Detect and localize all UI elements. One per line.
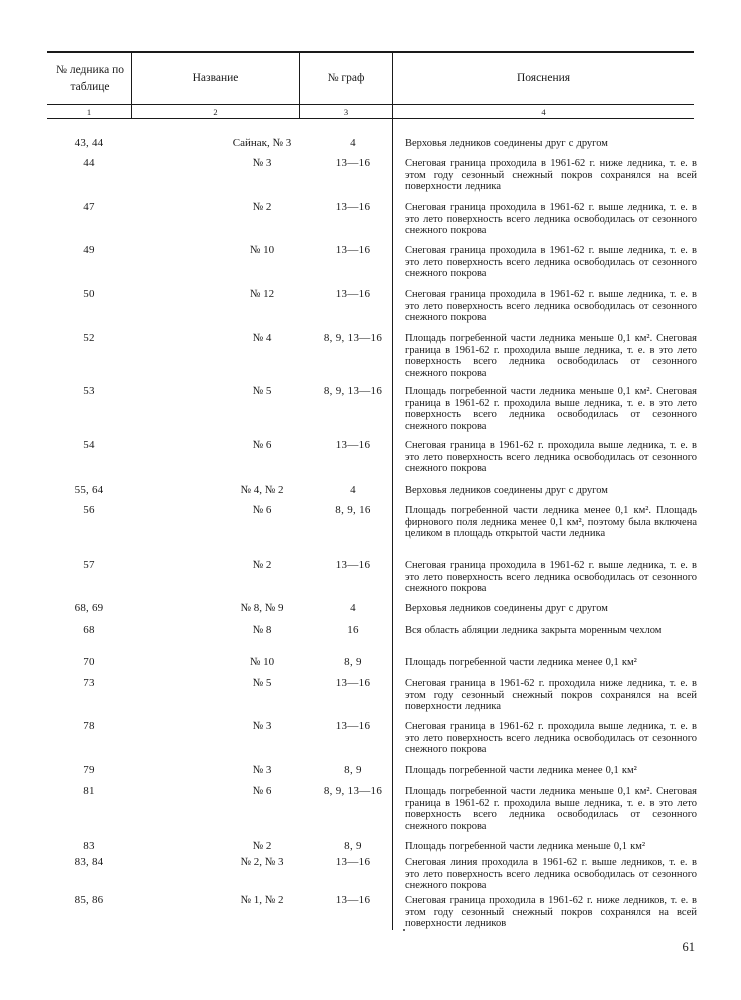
explanation-cell: Площадь погребенной части ледника меньше 0,1 км² [405,841,645,852]
explanation-cell: Верховья ледников соединены друг с другом [405,485,608,496]
glacier-number-cell: 85, 86 [74,894,104,906]
column-numbers-rule [47,118,694,119]
glacier-name-cell: Сайнак, № 3 [232,137,292,149]
graph-number-cell: 13—16 [335,720,371,732]
glacier-name-cell: № 4 [252,332,272,344]
glacier-number-cell: 83, 84 [74,856,104,868]
graph-number-cell: 13—16 [335,856,371,868]
graph-number-cell: 13—16 [335,559,371,571]
glacier-name-cell: № 6 [252,504,272,516]
glacier-name-cell: № 12 [249,288,275,300]
glacier-name-cell: № 3 [252,764,272,776]
glacier-number-cell: 83 [83,840,95,852]
explanation-cell: Площадь погребенной части ледника менее 0,1 км² [405,657,637,668]
graph-number-cell: 4 [350,137,356,149]
column-number-3: 3 [343,107,349,117]
graph-number-cell: 16 [347,624,359,636]
explanation-cell: Снеговая граница проходила в 1961-62 г. выше ледника, т. е. в это лето поверхность всего ледника освободилась от сезонного снежного покрова [405,202,697,236]
graph-number-cell: 13—16 [335,201,371,213]
glacier-number-cell: 49 [83,244,95,256]
graph-number-cell: 8, 9, 16 [335,504,371,516]
graph-number-cell: 13—16 [335,244,371,256]
glacier-name-cell: № 8 [252,624,272,636]
header-divider-rule [47,104,694,105]
graph-number-cell: 13—16 [335,439,371,451]
glacier-number-cell: 78 [83,720,95,732]
header-name: Название [192,72,239,84]
glacier-number-cell: 44 [83,157,95,169]
glacier-name-cell: № 5 [252,385,272,397]
glacier-number-cell: 68 [83,624,95,636]
explanation-cell: Снеговая линия проходила в 1961-62 г. выше ледников, т. е. в это лето поверхность всего ледника освободилась от сезонного снежного покрова [405,857,697,891]
glacier-name-cell: № 6 [252,439,272,451]
glacier-name-cell: № 6 [252,785,272,797]
glacier-number-cell: 70 [83,656,95,668]
column-number-4: 4 [541,107,546,117]
glacier-number-cell: 56 [83,504,95,516]
explanation-cell: Снеговая граница в 1961-62 г. проходила ниже ледника, т. е. в этом году сезонный снежный покров сохранялся на всей поверхности ледника [405,678,697,712]
graph-number-cell: 4 [350,484,356,496]
glacier-name-cell: № 5 [252,677,272,689]
glacier-number-cell: 43, 44 [74,137,104,149]
graph-number-cell: 8, 9 [344,764,362,776]
glacier-name-cell: № 3 [252,720,272,732]
glacier-name-cell: № 2 [252,201,272,213]
explanation-cell: Верховья ледников соединены друг с другом [405,138,608,149]
glacier-name-cell: № 4, № 2 [240,484,284,496]
header-explanations: Пояснения [516,72,571,84]
glacier-name-cell: № 1, № 2 [240,894,284,906]
glacier-number-cell: 50 [83,288,95,300]
explanation-cell: Снеговая граница в 1961-62 г. проходила выше ледника, т. е. в это лето поверхность всего ледника освободилась от сезонного снежного покрова [405,721,697,755]
glacier-number-cell: 79 [83,764,95,776]
glacier-name-cell: № 10 [249,656,275,668]
table-top-rule [47,51,694,53]
explanation-cell: Снеговая граница проходила в 1961-62 г. выше ледника, т. е. в это лето поверхность всего ледника освободилась от сезонного снежного покрова [405,289,697,323]
column-number-1: 1 [86,107,92,117]
glacier-number-cell: 81 [83,785,95,797]
explanation-cell: Снеговая граница в 1961-62 г. проходила выше ледника, т. е. в это лето поверхность всего ледника освободилась от сезонного снежного покрова [405,440,697,474]
glacier-number-cell: 73 [83,677,95,689]
explanation-cell: Площадь погребенной части ледника меньше 0,1 км². Снеговая граница в 1961-62 г. проходила выше ледника, т. е. в это лето поверхность всего ледника освободилась от сезонного снежного покрова [405,333,697,379]
glacier-name-cell: № 2 [252,559,272,571]
glacier-number-cell: 57 [83,559,95,571]
graph-number-cell: 13—16 [335,894,371,906]
glacier-name-cell: № 3 [252,157,272,169]
graph-number-cell: 8, 9 [344,840,362,852]
glacier-name-cell: № 8, № 9 [240,602,284,614]
explanation-cell: Вся область абляции ледника закрыта моренным чехлом [405,625,662,636]
column-number-2: 2 [213,107,218,117]
glacier-number-cell: 53 [83,385,95,397]
explanation-cell: Снеговая граница проходила в 1961-62 г. выше ледника, т. е. в это лето поверхность всего ледника освободилась от сезонного снежного покрова [405,245,697,279]
graph-number-cell: 13—16 [335,157,371,169]
graph-number-cell: 13—16 [335,288,371,300]
explanation-cell: Площадь погребенной части ледника менее 0,1 км² [405,765,637,776]
print-speck [403,929,405,931]
graph-number-cell: 4 [350,602,356,614]
graph-number-cell: 13—16 [335,677,371,689]
explanation-cell: Площадь погребенной части ледника менее 0,1 км². Площадь фирнового поля ледника менее 0,1 км², поэтому была включена целиком в площадь открытой части ледника [405,505,697,539]
glacier-number-cell: 55, 64 [74,484,104,496]
explanation-cell: Площадь погребенной части ледника меньше 0,1 км². Снеговая граница в 1961-62 г. проходила выше ледника, т. е. в это лето поверхность всего ледника освободилась от сезонного снежного покрова [405,386,697,432]
graph-number-cell: 8, 9, 13—16 [323,785,383,797]
graph-number-cell: 8, 9 [344,656,362,668]
explanation-cell: Снеговая граница проходила в 1961-62 г. ниже ледника, т. е. в этом году сезонный снежный покров сохранялся на всей поверхности ледника [405,158,697,192]
graph-number-cell: 8, 9, 13—16 [323,332,383,344]
glacier-name-cell: № 10 [249,244,275,256]
glacier-number-cell: 52 [83,332,95,344]
page-number: 61 [682,940,695,954]
header-graph-number: № граф [327,72,365,84]
glacier-name-cell: № 2, № 3 [240,856,284,868]
glacier-name-cell: № 2 [252,840,272,852]
explanation-cell: Снеговая граница проходила в 1961-62 г. выше ледника, т. е. в это лето поверхность всего ледника освободилась от сезонного снежного покрова [405,560,697,594]
glacier-number-cell: 54 [83,439,95,451]
glacier-number-cell: 47 [83,201,95,213]
graph-number-cell: 8, 9, 13—16 [323,385,383,397]
header-glacier-number: № ледника по таблице [56,64,124,93]
glacier-number-cell: 68, 69 [74,602,104,614]
explanation-cell: Верховья ледников соединены друг с другом [405,603,608,614]
explanation-cell: Площадь погребенной части ледника меньше 0,1 км². Снеговая граница в 1961-62 г. проходила выше ледника, т. е. в это лето поверхность всего ледника освободилась от сезонного снежного покрова [405,786,697,832]
explanation-cell: Снеговая граница проходила в 1961-62 г. ниже ледников, т. е. в этом году сезонный снежный покров сохранялся на всей поверхности ледников [405,895,697,929]
